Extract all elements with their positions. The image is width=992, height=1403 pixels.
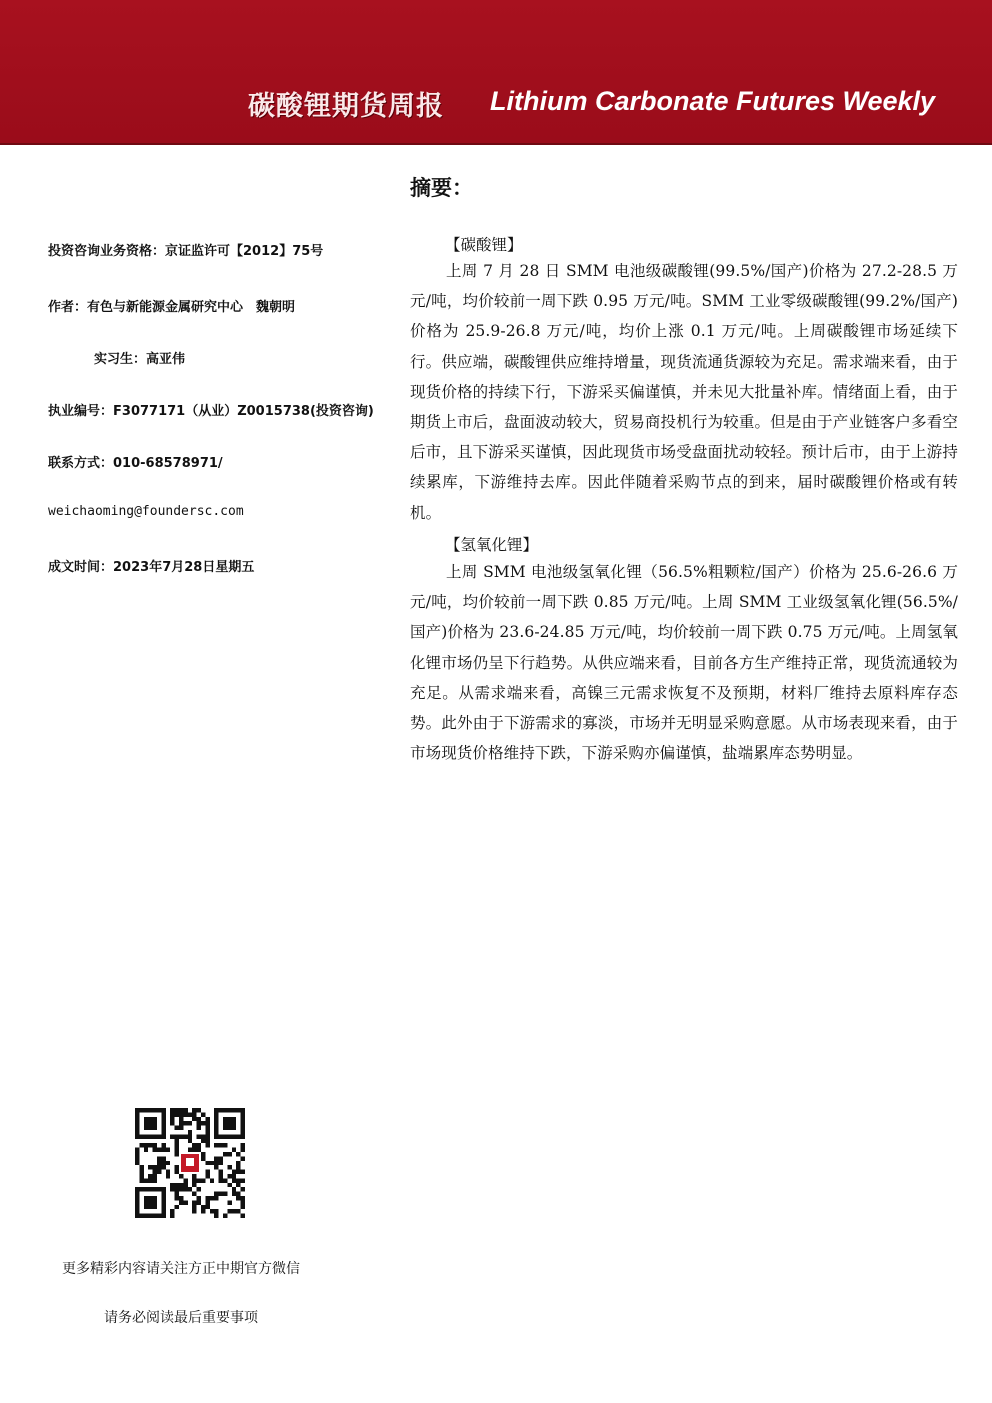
email-link[interactable]: weichaoming@foundersc.com <box>48 504 244 519</box>
license-row <box>48 400 374 419</box>
wechat-qr-code[interactable] <box>135 1108 245 1218</box>
author-label: 作者： <box>48 300 88 315</box>
contact-label: 联系方式： <box>48 456 114 471</box>
abstract-title: 摘要： <box>410 176 473 200</box>
contact-value: 010-68578971/ <box>113 456 223 471</box>
license-label: 执业编号： <box>48 404 114 419</box>
date-label: 成文时间： <box>48 560 114 575</box>
report-title-en: Lithium Carbonate Futures Weekly <box>490 86 936 116</box>
author-row <box>48 296 295 315</box>
intern-label: 实习生： <box>94 352 147 367</box>
section-lithium-carbonate-heading: 【碳酸锂】 <box>445 236 523 254</box>
qualification-value: 京证监许可【2012】75号 <box>165 244 324 259</box>
section-lithium-hydroxide-heading: 【氢氧化锂】 <box>445 536 539 554</box>
contact-row <box>48 452 223 471</box>
date-value: 2023年7月28日星期五 <box>113 560 255 575</box>
qualification-label: 投资咨询业务资格： <box>48 244 166 259</box>
license-value: F3077171（从业）Z0015738(投资咨询) <box>113 404 374 419</box>
header-divider <box>0 143 992 145</box>
disclaimer-notice: 请务必阅读最后重要事项 <box>104 1310 258 1326</box>
qr-finder-top-right <box>214 1108 245 1139</box>
qr-caption: 更多精彩内容请关注方正中期官方微信 <box>62 1261 300 1277</box>
intern-row <box>94 348 185 367</box>
report-title-cn: 碳酸锂期货周报 <box>248 91 444 122</box>
qualification-row <box>48 240 323 259</box>
date-row <box>48 556 254 575</box>
qr-finder-bottom-left <box>135 1187 166 1218</box>
section-lithium-hydroxide-body: 上周 SMM 电池级氢氧化锂（56.5%粗颗粒/国产）价格为 25.6-26.6 万元/吨，均价较前一周下跌 0.85 万元/吨。上周 SMM 工业级氢氧化锂(56.5%/国产)价格为 23.6-24.85 万元/吨，均价较前一周下跌 0.75 万元/吨。上周氢氧化锂市场仍呈下行趋势。从供应端来看，目前各方生产维持正常，现货流通较为充足。从需求端来看，高镍三元需求恢复不及预期，材料厂维持去原料库存态势。此外由于下游需求的寡淡，市场并无明显采购意愿。从市场表现来看，由于市场现货价格维持下跌，下游采购亦偏谨慎，盐端累库态势明显。 <box>410 563 958 763</box>
section-lithium-carbonate-body: 上周 7 月 28 日 SMM 电池级碳酸锂(99.5%/国产)价格为 27.2-28.5 万元/吨，均价较前一周下跌 0.95 万元/吨。SMM 工业零级碳酸锂(99.2%/国产)价格为 25.9-26.8 万元/吨，均价上涨 0.1 万元/吨。上周碳酸锂市场延续下行。供应端，碳酸锂供应维持增量，现货流通货源较为充足。需求端来看，由于现货价格的持续下行，下游采买偏谨慎，并未见大批量补库。情绪面上看，由于期货上市后，盘面波动较大，贸易商投机行为较重。但是由于产业链客户多看空后市，且下游采买谨慎，因此现货市场受盘面扰动较轻。预计后市，由于上游持续累库，下游维持去库。因此伴随着采购节点的到来，届时碳酸锂价格或有转机。 <box>410 262 958 522</box>
intern-value: 高亚伟 <box>146 352 186 367</box>
qr-finder-top-left <box>135 1108 166 1139</box>
header-banner <box>0 0 992 143</box>
qr-center-logo <box>179 1152 201 1174</box>
author-value: 有色与新能源金属研究中心 魏朝明 <box>87 300 296 315</box>
